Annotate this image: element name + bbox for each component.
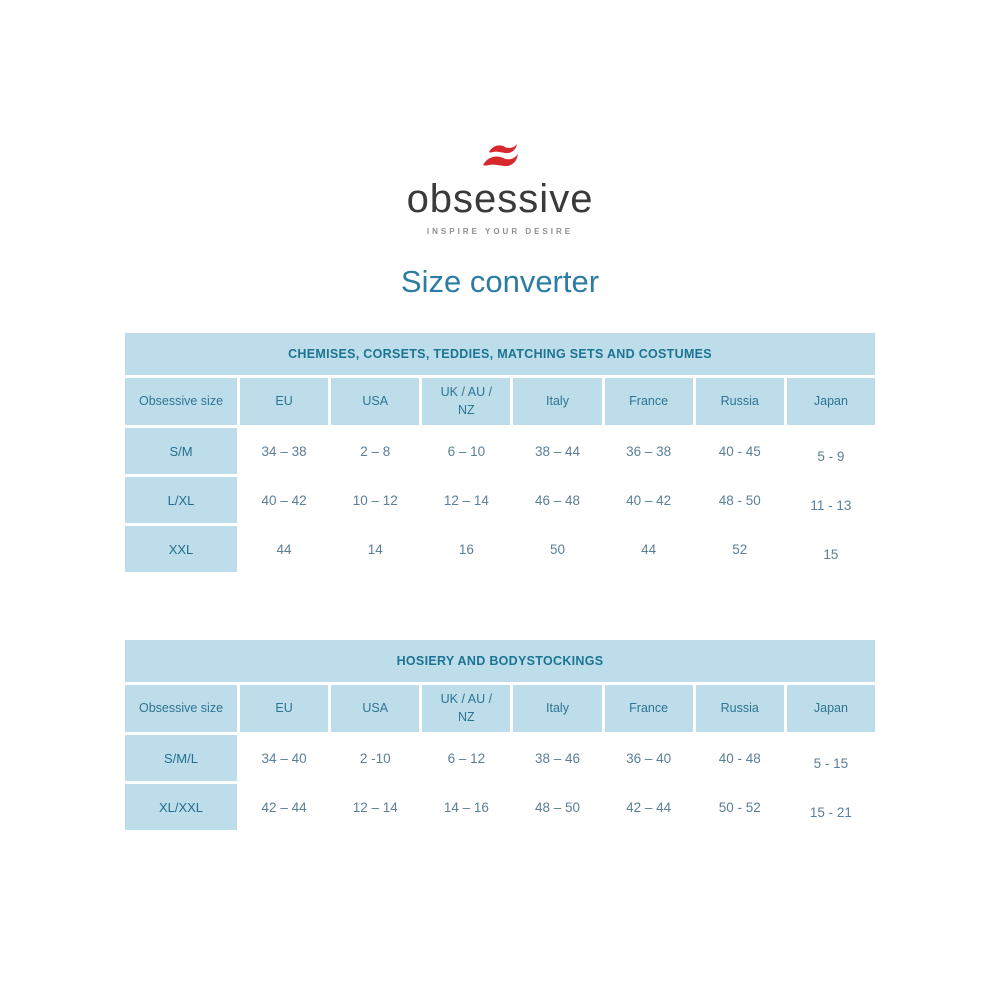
value-cell: 38 – 44 xyxy=(513,428,601,474)
value-cell: 5 - 9 xyxy=(787,428,875,474)
table-title: HOSIERY AND BODYSTOCKINGS xyxy=(125,640,875,682)
value-cell: 40 - 48 xyxy=(696,735,784,781)
value-cell: 44 xyxy=(605,526,693,572)
value-cell: 48 - 50 xyxy=(696,477,784,523)
value-cell: 12 – 14 xyxy=(422,477,510,523)
column-header-eu: EU xyxy=(240,685,328,732)
column-header-usa: USA xyxy=(331,378,419,425)
column-header-italy: Italy xyxy=(513,378,601,425)
value-cell: 50 - 52 xyxy=(696,784,784,830)
column-header-obsessive-size: Obsessive size xyxy=(125,378,237,425)
value-cell: 40 – 42 xyxy=(605,477,693,523)
value-cell: 5 - 15 xyxy=(787,735,875,781)
value-cell: 2 – 8 xyxy=(331,428,419,474)
value-cell: 50 xyxy=(513,526,601,572)
column-header-russia: Russia xyxy=(696,685,784,732)
column-header-france: France xyxy=(605,378,693,425)
table-title: CHEMISES, CORSETS, TEDDIES, MATCHING SETS AND COSTUMES xyxy=(125,333,875,375)
column-header-japan: Japan xyxy=(787,685,875,732)
value-cell: 2 -10 xyxy=(331,735,419,781)
brand-tagline: INSPIRE YOUR DESIRE xyxy=(426,227,574,236)
value-cell: 16 xyxy=(422,526,510,572)
column-header-uk-au-nz: UK / AU / NZ xyxy=(422,378,510,425)
value-cell: 44 xyxy=(240,526,328,572)
value-cell: 12 – 14 xyxy=(331,784,419,830)
size-label-cell: XXL xyxy=(125,526,237,572)
value-cell: 14 xyxy=(331,526,419,572)
double-wave-icon xyxy=(479,140,521,176)
column-header-eu: EU xyxy=(240,378,328,425)
value-cell: 46 – 48 xyxy=(513,477,601,523)
value-cell: 38 – 46 xyxy=(513,735,601,781)
value-cell: 34 – 40 xyxy=(240,735,328,781)
column-header-france: France xyxy=(605,685,693,732)
size-label-cell: XL/XXL xyxy=(125,784,237,830)
value-cell: 42 – 44 xyxy=(240,784,328,830)
column-header-usa: USA xyxy=(331,685,419,732)
value-cell: 10 – 12 xyxy=(331,477,419,523)
value-cell: 36 – 38 xyxy=(605,428,693,474)
size-table-1 xyxy=(122,637,878,833)
value-cell: 42 – 44 xyxy=(605,784,693,830)
size-label-cell: L/XL xyxy=(125,477,237,523)
page-title: Size converter xyxy=(400,264,600,299)
value-cell: 40 – 42 xyxy=(240,477,328,523)
size-label-cell: S/M/L xyxy=(125,735,237,781)
value-cell: 48 – 50 xyxy=(513,784,601,830)
size-tables xyxy=(122,330,878,833)
value-cell: 6 – 12 xyxy=(422,735,510,781)
brand-logo xyxy=(0,0,1000,236)
value-cell: 36 – 40 xyxy=(605,735,693,781)
value-cell: 15 - 21 xyxy=(787,784,875,830)
value-cell: 15 xyxy=(787,526,875,572)
column-header-uk-au-nz: UK / AU / NZ xyxy=(422,685,510,732)
value-cell: 14 – 16 xyxy=(422,784,510,830)
brand-wordmark: obsessive xyxy=(406,177,594,221)
value-cell: 40 - 45 xyxy=(696,428,784,474)
size-label-cell: S/M xyxy=(125,428,237,474)
column-header-russia: Russia xyxy=(696,378,784,425)
value-cell: 34 – 38 xyxy=(240,428,328,474)
column-header-japan: Japan xyxy=(787,378,875,425)
column-header-italy: Italy xyxy=(513,685,601,732)
value-cell: 11 - 13 xyxy=(787,477,875,523)
size-table-0 xyxy=(122,330,878,575)
value-cell: 6 – 10 xyxy=(422,428,510,474)
column-header-obsessive-size: Obsessive size xyxy=(125,685,237,732)
value-cell: 52 xyxy=(696,526,784,572)
